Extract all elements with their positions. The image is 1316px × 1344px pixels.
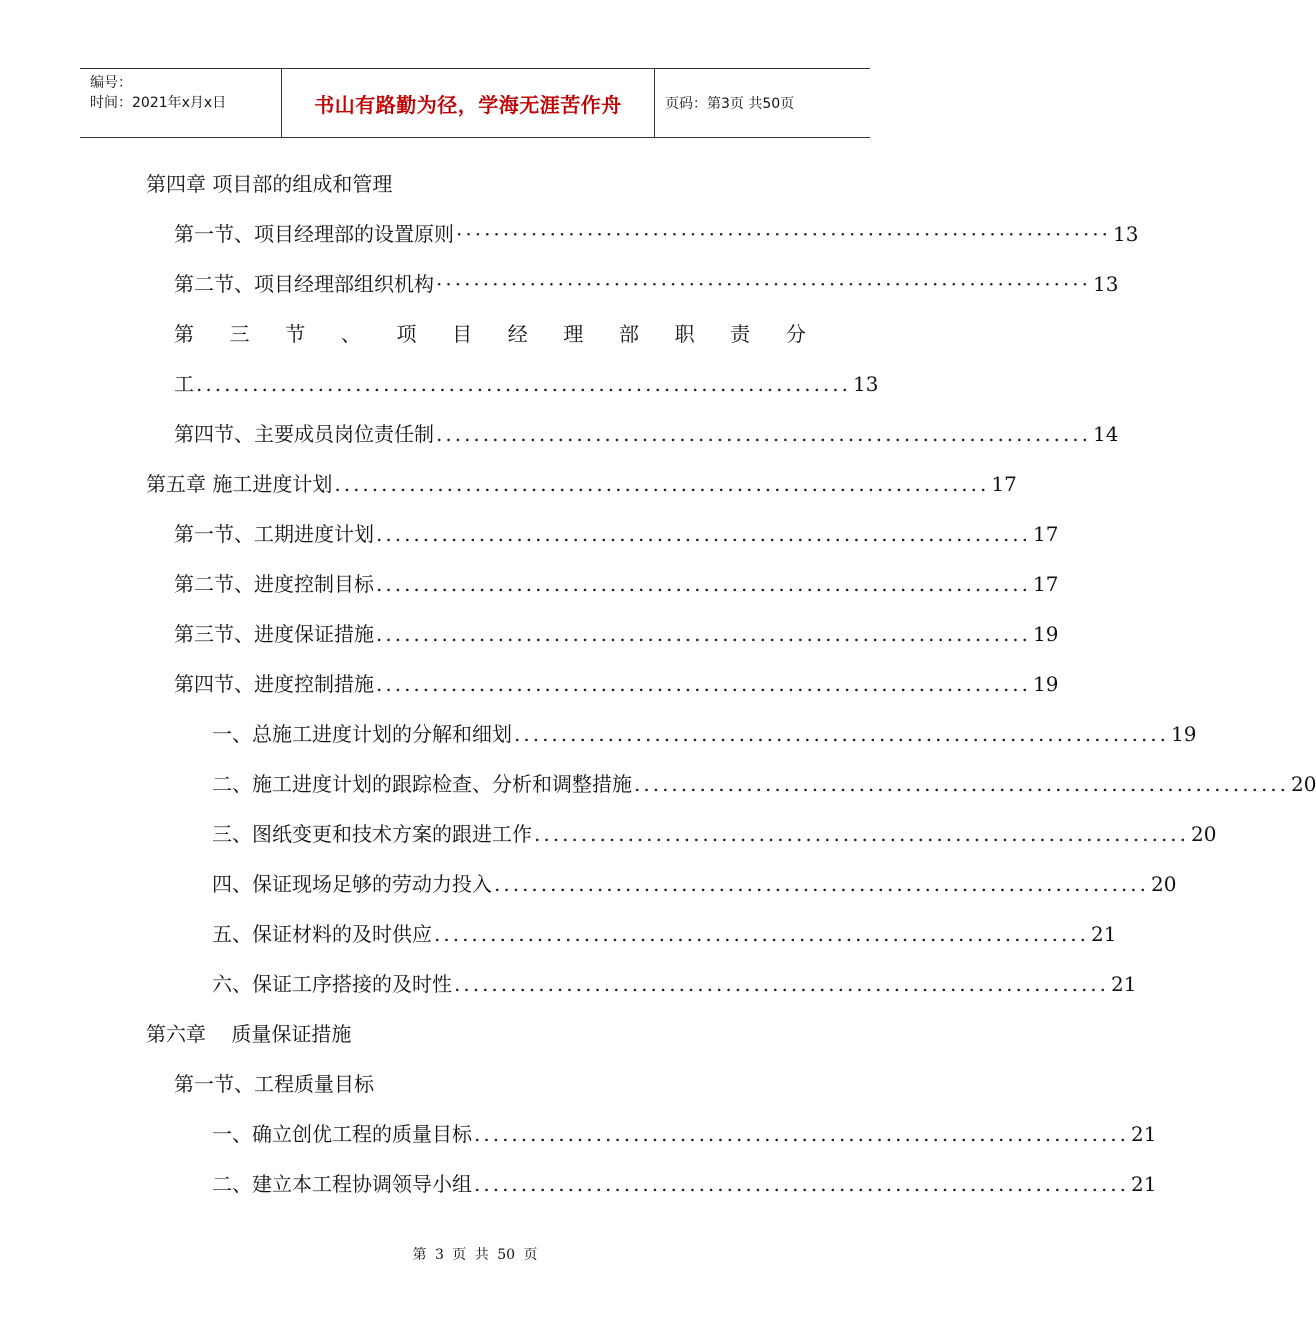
- header-page-info: 页码：第3页 共50页: [665, 96, 795, 112]
- toc-entry-page: 21: [1131, 1122, 1157, 1146]
- page-header: [80, 68, 870, 138]
- toc-entry-page: 17: [1033, 572, 1059, 596]
- page-footer: 第 3 页 共 50 页: [412, 1247, 538, 1263]
- toc-entry-char: 节: [285, 322, 306, 346]
- toc-leader: ......................................................................: [376, 522, 1032, 546]
- toc-leader: ......................................................................: [334, 472, 990, 496]
- toc-leader: ......................................................................: [634, 772, 1290, 796]
- toc-leader: ......................................................................: [376, 572, 1032, 596]
- header-meta: [80, 69, 282, 137]
- toc-entry-text: 第四章 项目部的组成和管理: [146, 172, 393, 196]
- toc-entry[interactable]: [212, 969, 1137, 999]
- toc-entry-text: 一、总施工进度计划的分解和细划: [212, 722, 512, 746]
- toc-entry-char: 、: [340, 322, 361, 346]
- toc-leader: ......................................................................: [376, 622, 1032, 646]
- toc-entry-text: 三、图纸变更和技术方案的跟进工作: [212, 822, 532, 846]
- toc-entry-text: 第二节、项目经理部组织机构: [174, 272, 434, 296]
- toc-entry-page: 20: [1191, 822, 1217, 846]
- toc-entry-page: 19: [1171, 722, 1197, 746]
- number-label: 编号：: [90, 75, 132, 91]
- toc-entry[interactable]: [212, 1169, 1157, 1199]
- toc-entry-text: 第一节、工期进度计划: [174, 522, 374, 546]
- toc-entry-char: 责: [730, 322, 751, 346]
- toc-entry[interactable]: [146, 169, 392, 199]
- toc-leader: ......................................................................: [434, 922, 1090, 946]
- toc-entry[interactable]: [174, 569, 1059, 599]
- toc-entry-text: 第一节、工程质量目标: [174, 1072, 374, 1096]
- toc-entry-page: 21: [1091, 922, 1117, 946]
- toc-entry-page: 13: [853, 372, 879, 396]
- toc-entry-text: 二、施工进度计划的跟踪检查、分析和调整措施: [212, 772, 632, 796]
- toc-leader: ......................................................................: [196, 372, 852, 396]
- toc-entry-page: 19: [1033, 622, 1059, 646]
- toc-entry[interactable]: [212, 719, 1197, 749]
- toc-leader: ······································································: [456, 222, 1112, 246]
- toc-leader: ......................................................................: [454, 972, 1110, 996]
- toc-entry-text: 工: [174, 372, 194, 396]
- toc-entry[interactable]: [146, 469, 1017, 499]
- toc-entry-text: 第二节、进度控制目标: [174, 572, 374, 596]
- toc-entry-text: 一、确立创优工程的质量目标: [212, 1122, 472, 1146]
- toc-entry[interactable]: [212, 1119, 1157, 1149]
- header-motto: 书山有路勤为径，学海无涯苦作舟: [282, 69, 655, 137]
- toc-entry-text: 第三节、进度保证措施: [174, 622, 374, 646]
- toc-entry-char: 经: [507, 322, 528, 346]
- toc-entry[interactable]: [174, 419, 1119, 449]
- toc-entry-text: 五、保证材料的及时供应: [212, 922, 432, 946]
- toc-entry-char: 三: [229, 322, 250, 346]
- toc-entry[interactable]: [212, 919, 1117, 949]
- toc-entry-char: 部: [619, 322, 639, 346]
- toc-entry-page: 20: [1291, 772, 1316, 796]
- toc-entry-page: 14: [1093, 422, 1119, 446]
- toc-entry[interactable]: [174, 669, 1059, 699]
- toc-entry[interactable]: [174, 619, 1059, 649]
- toc-leader: ......................................................................: [474, 1172, 1130, 1196]
- toc-leader: ......................................................................: [534, 822, 1190, 846]
- toc-entry-text: 二、建立本工程协调领导小组: [212, 1172, 472, 1196]
- toc-entry-char: 项: [396, 322, 417, 346]
- toc-entry[interactable]: [212, 769, 1316, 799]
- time-label: 时间：2021年x月x日: [90, 95, 227, 111]
- toc-entry-text: 第六章 质量保证措施: [146, 1022, 352, 1046]
- toc-entry-text: 第五章 施工进度计划: [146, 472, 333, 496]
- toc-entry-page: 20: [1151, 872, 1177, 896]
- toc-entry-spread[interactable]: [174, 319, 806, 349]
- toc-entry[interactable]: [174, 269, 1119, 299]
- toc-leader: ······································································: [436, 272, 1092, 296]
- toc-entry-page: 19: [1033, 672, 1059, 696]
- toc-entry[interactable]: [212, 819, 1217, 849]
- toc-entry-page: 17: [1033, 522, 1059, 546]
- toc-leader: ......................................................................: [474, 1122, 1130, 1146]
- toc-entry[interactable]: [174, 369, 879, 399]
- toc-entry[interactable]: [146, 1019, 351, 1049]
- toc-entry-char: 分: [785, 322, 806, 346]
- toc-entry-text: 第一节、项目经理部的设置原则: [174, 222, 454, 246]
- toc-entry-char: 职: [674, 322, 695, 346]
- toc-entry-char: 目: [452, 322, 473, 346]
- toc-entry-char: 第: [174, 322, 194, 346]
- toc-entry[interactable]: [212, 869, 1177, 899]
- toc-leader: ......................................................................: [494, 872, 1150, 896]
- toc-entry-text: 六、保证工序搭接的及时性: [212, 972, 452, 996]
- toc-entry-page: 21: [1111, 972, 1137, 996]
- toc-entry-page: 17: [991, 472, 1017, 496]
- toc-entry[interactable]: [174, 1069, 374, 1099]
- toc-entry-page: 21: [1131, 1172, 1157, 1196]
- toc-entry-text: 第四节、进度控制措施: [174, 672, 374, 696]
- toc-entry-page: 13: [1113, 222, 1139, 246]
- toc-entry-char: 理: [563, 322, 584, 346]
- toc-leader: ......................................................................: [436, 422, 1092, 446]
- toc-entry[interactable]: [174, 519, 1059, 549]
- toc-entry-page: 13: [1093, 272, 1119, 296]
- toc-entry[interactable]: [174, 219, 1139, 249]
- toc-leader: ......................................................................: [514, 722, 1170, 746]
- toc-leader: ......................................................................: [376, 672, 1032, 696]
- toc-entry-text: 四、保证现场足够的劳动力投入: [212, 872, 492, 896]
- toc-entry-text: 第四节、主要成员岗位责任制: [174, 422, 434, 446]
